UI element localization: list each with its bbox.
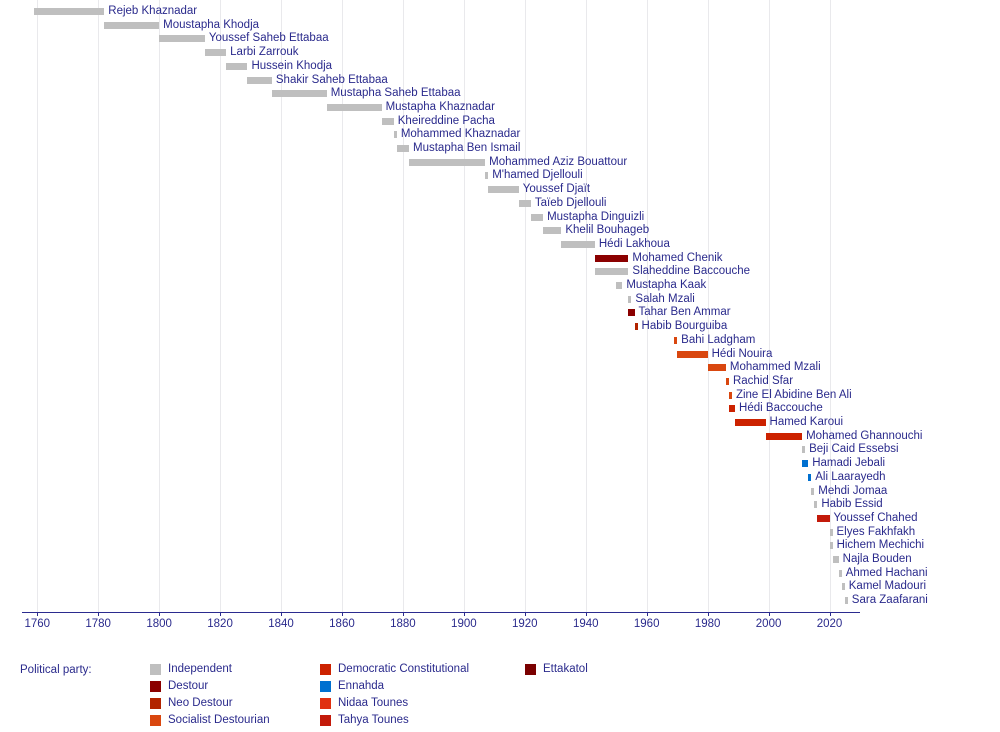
bar-label: Habib Bourguiba [641, 320, 728, 333]
gridline [525, 0, 526, 612]
bar-label: Tahar Ben Ammar [638, 306, 731, 319]
timeline-bar[interactable] [519, 200, 531, 207]
bar-label: Mustapha Dinguizli [547, 210, 645, 223]
timeline-bar[interactable] [729, 392, 732, 399]
timeline-bar[interactable] [802, 460, 808, 467]
legend-swatch [150, 715, 161, 726]
bar-label: Habib Essid [821, 498, 883, 511]
axis-tick [586, 612, 587, 616]
timeline-bar[interactable] [488, 186, 518, 193]
bar-label: M'hamed Djellouli [492, 169, 583, 182]
axis-tick [37, 612, 38, 616]
bar-label: Slaheddine Baccouche [632, 265, 751, 278]
timeline-bar[interactable] [531, 214, 543, 221]
legend-label: Ennahda [338, 680, 385, 692]
axis-tick-label: 1880 [390, 618, 416, 630]
legend-swatch [320, 698, 331, 709]
timeline-bar[interactable] [842, 583, 845, 590]
axis-tick [525, 612, 526, 616]
timeline-bar[interactable] [159, 35, 205, 42]
bar-label: Bahi Ladgham [681, 333, 756, 346]
bar-label: Moustapha Khodja [163, 18, 260, 31]
axis-tick [159, 612, 160, 616]
legend-label: Neo Destour [168, 697, 233, 709]
axis-tick [98, 612, 99, 616]
timeline-bar[interactable] [205, 49, 226, 56]
gridline [159, 0, 160, 612]
bar-label: Sara Zaafarani [851, 594, 928, 607]
legend-label: Independent [168, 663, 232, 675]
bar-label: Hédi Nouira [711, 347, 773, 360]
axis-tick-label: 1820 [207, 618, 233, 630]
bar-label: Elyes Fakhfakh [836, 525, 916, 538]
legend-swatch [150, 681, 161, 692]
axis-tick [464, 612, 465, 616]
bar-label: Mohamed Ghannouchi [806, 429, 923, 442]
bar-label: Mohammed Mzali [729, 361, 821, 374]
legend-swatch [150, 664, 161, 675]
timeline-bar[interactable] [845, 597, 848, 604]
axis-tick-label: 1760 [24, 618, 51, 630]
timeline-bar[interactable] [833, 556, 839, 563]
timeline-bar[interactable] [677, 351, 707, 358]
timeline-bar[interactable] [708, 364, 726, 371]
axis-tick-label: 1940 [572, 618, 599, 630]
bar-label: Rejeb Khaznadar [108, 5, 198, 17]
legend-label: Destour [168, 680, 209, 692]
gridline [464, 0, 465, 612]
timeline-bar[interactable] [839, 570, 842, 577]
legend-label: Nidaa Tounes [338, 697, 409, 709]
timeline-bar[interactable] [327, 104, 382, 111]
bar-label: Youssef Saheb Ettabaa [208, 32, 329, 45]
legend-label: Socialist Destourian [168, 714, 270, 726]
bar-label: Hédi Lakhoua [598, 237, 670, 250]
timeline-bar[interactable] [595, 255, 629, 262]
timeline-bar[interactable] [830, 542, 833, 549]
bar-label: Hamed Karoui [769, 416, 844, 428]
timeline-bar[interactable] [817, 515, 829, 522]
bar-label: Mohammed Khaznadar [400, 128, 521, 141]
timeline-bar[interactable] [674, 337, 677, 344]
axis-tick-label: 1840 [268, 618, 294, 630]
timeline-bar[interactable] [628, 309, 634, 316]
bar-label: Larbi Zarrouk [230, 46, 299, 59]
bar-label: Kamel Madouri [848, 580, 927, 593]
gridline [37, 0, 38, 612]
axis-tick-label: 1920 [512, 618, 538, 630]
timeline-bar[interactable] [272, 90, 327, 97]
timeline-bar[interactable] [397, 145, 409, 152]
gridline [98, 0, 99, 612]
legend-swatch [320, 715, 331, 726]
legend-title: Political party: [20, 664, 92, 676]
bar-label: Hichem Mechichi [836, 539, 925, 552]
bar-label: Khelil Bouhageb [565, 224, 650, 237]
timeline-bar[interactable] [543, 227, 561, 234]
timeline-bar[interactable] [766, 433, 803, 440]
timeline-bar[interactable] [726, 378, 729, 385]
timeline-bar[interactable] [729, 405, 735, 412]
bar-label: Hédi Baccouche [739, 402, 823, 415]
timeline-bar[interactable] [735, 419, 765, 426]
legend-swatch [525, 664, 536, 675]
legend-swatch [320, 681, 331, 692]
timeline-bar[interactable] [485, 172, 488, 179]
bar-label: Hamadi Jebali [812, 457, 886, 470]
timeline-bar[interactable] [561, 241, 595, 248]
timeline-bar[interactable] [814, 501, 817, 508]
gridline [220, 0, 221, 612]
bar-label: Beji Caid Essebsi [809, 443, 899, 456]
bar-label: Mustapha Kaak [626, 279, 707, 291]
bar-label: Taïeb Djellouli [534, 196, 607, 209]
timeline-bar[interactable] [104, 22, 159, 29]
timeline-bar[interactable] [382, 118, 394, 125]
legend-label: Tahya Tounes [338, 714, 409, 726]
timeline-bar[interactable] [394, 131, 397, 138]
timeline-bar[interactable] [595, 268, 629, 275]
axis-tick-label: 2020 [816, 618, 843, 630]
timeline-bar[interactable] [409, 159, 485, 166]
timeline-bar[interactable] [247, 77, 271, 84]
bar-label: Shakir Saheb Ettabaa [275, 73, 388, 86]
timeline-bar[interactable] [811, 488, 814, 495]
gridline [830, 0, 831, 612]
timeline-bar[interactable] [830, 529, 833, 536]
axis-tick-label: 1800 [146, 618, 172, 630]
bar-label: Youssef Djaït [522, 183, 591, 196]
axis-line [22, 612, 860, 613]
legend-swatch [150, 698, 161, 709]
bar-label: Mohamed Chenik [632, 251, 723, 264]
timeline-bar[interactable] [34, 8, 104, 15]
timeline-bar[interactable] [628, 296, 631, 303]
axis-tick [403, 612, 404, 616]
bar-label: Najla Bouden [842, 553, 912, 565]
axis-tick-label: 1900 [451, 618, 477, 630]
gridline [769, 0, 770, 612]
timeline-bar[interactable] [808, 474, 811, 481]
axis-tick-label: 2000 [755, 618, 782, 630]
legend-swatch [320, 664, 331, 675]
bar-label: Ali Laarayedh [815, 470, 886, 483]
legend-label: Ettakatol [543, 663, 588, 675]
bar-label: Salah Mzali [635, 292, 695, 305]
bar-label: Mustapha Ben Ismail [413, 142, 521, 154]
bar-label: Mehdi Jomaa [818, 484, 888, 497]
bar-label: Mustapha Khaznadar [385, 100, 495, 113]
bar-label: Youssef Chahed [833, 511, 918, 524]
bar-label: Rachid Sfar [732, 374, 794, 387]
bar-label: Zine El Abidine Ben Ali [735, 388, 852, 401]
bar-label: Mustapha Saheb Ettabaa [330, 87, 461, 100]
bar-label: Ahmed Hachani [845, 566, 928, 579]
timeline-bar[interactable] [616, 282, 622, 289]
axis-tick [281, 612, 282, 616]
axis-tick [647, 612, 648, 616]
axis-tick-label: 1980 [694, 618, 721, 630]
gridline [586, 0, 587, 612]
axis-tick-label: 1960 [633, 618, 660, 630]
bar-label: Hussein Khodja [251, 59, 333, 72]
axis-tick-label: 1860 [329, 618, 355, 630]
timeline-bar[interactable] [635, 323, 638, 330]
timeline-bar[interactable] [802, 446, 805, 453]
axis-tick [708, 612, 709, 616]
axis-tick-label: 1780 [85, 618, 111, 630]
bar-label: Kheireddine Pacha [397, 114, 495, 127]
chart-legend [0, 648, 1000, 732]
axis-tick [342, 612, 343, 616]
axis-tick [769, 612, 770, 616]
timeline-bar[interactable] [226, 63, 247, 70]
axis-tick [830, 612, 831, 616]
bar-label: Mohammed Aziz Bouattour [489, 155, 628, 168]
axis-tick [220, 612, 221, 616]
legend-label: Democratic Constitutional [338, 663, 470, 675]
